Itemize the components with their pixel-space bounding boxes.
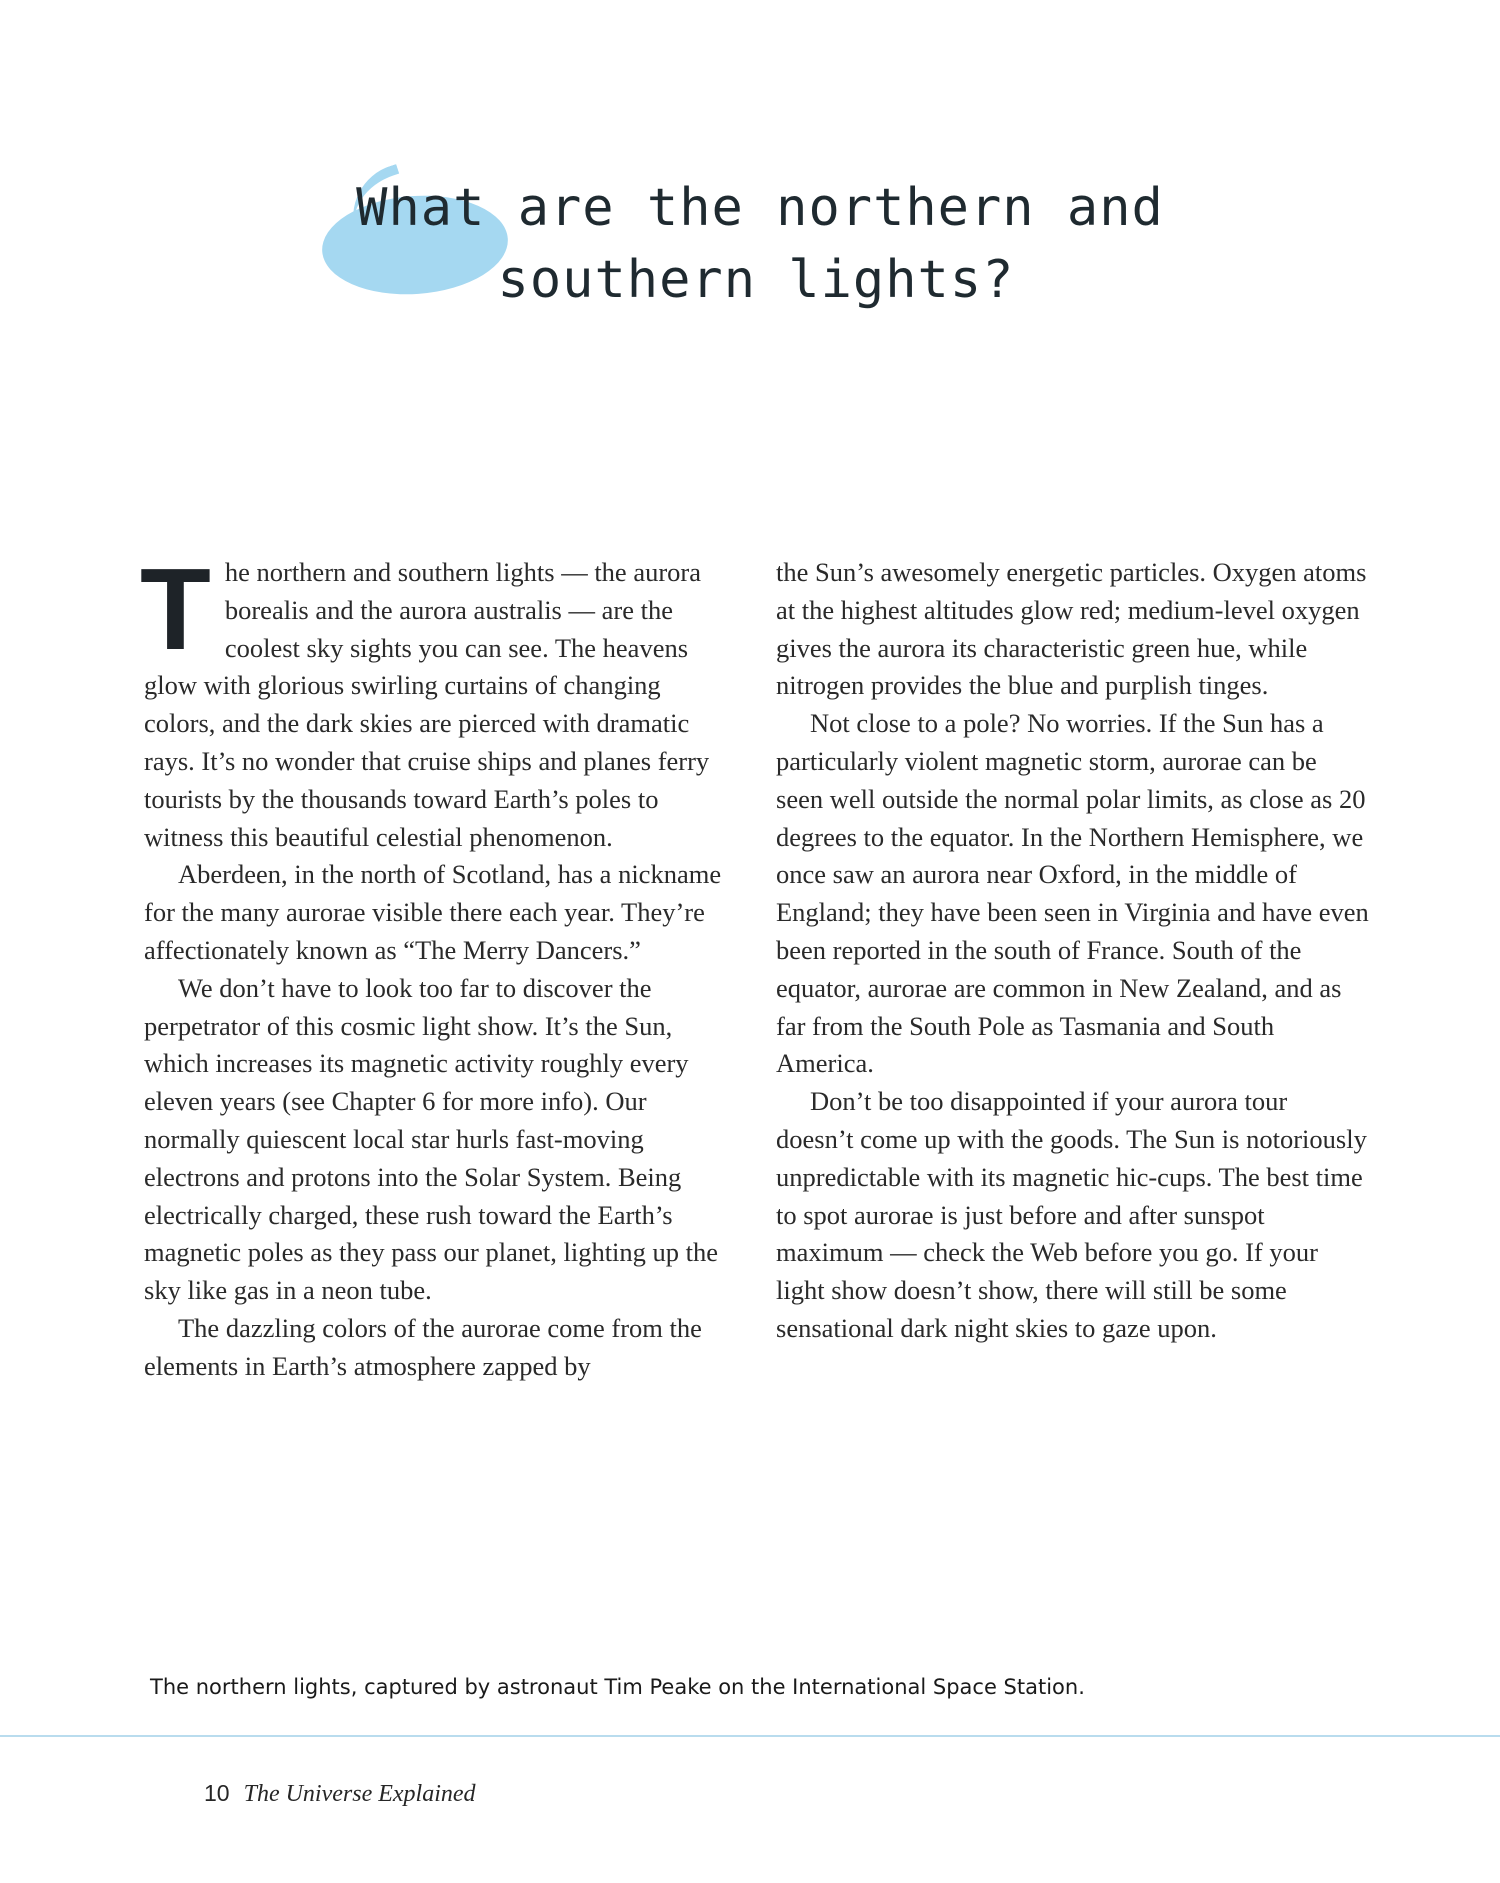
- paragraph: We don’t have to look too far to discover the perpetrator of this cosmic light show. It’s the Sun, which increases its magnetic activity roughly every eleven years (see Chapter 6 for more info). Our normally quiescent local star hurls fast-moving electrons and protons into the Solar System. Being electrically charged, these rush toward the Earth’s magnetic poles as they pass our planet, lighting up the sky like gas in a neon tube.: [144, 972, 719, 1306]
- paragraph: [140, 544, 728, 856]
- right-column: [776, 554, 1370, 1348]
- page-title-line-2: southern lights?: [497, 250, 1015, 310]
- left-column: [140, 544, 728, 1386]
- paragraph-text: he northern and southern lights — the aurora borealis and the aurora australis — are the coolest sky sights you can see. The heavens glow with glorious swirling curtains of changing colors, and the dark skies are pierced with dramatic rays. It’s no wonder that cruise ships and planes ferry tourists by the thousands toward Earth’s poles to witness this beautiful celestial phenomenon.: [144, 557, 710, 852]
- title-block: [0, 172, 1500, 316]
- page-title-line-1: What are the northern and: [356, 178, 1164, 238]
- paragraph: the Sun’s awesomely energetic particles. Oxygen atoms at the highest altitudes glow red; medium-level oxygen gives the aurora its characteristic green hue, while nitrogen provides the blue and purplish tinges.: [776, 557, 1367, 701]
- page-footer: [204, 1780, 476, 1808]
- page-title: [0, 172, 1500, 316]
- book-title: The Universe Explained: [243, 1781, 476, 1807]
- paragraph: Not close to a pole? No worries. If the Sun has a particularly violent magnetic storm, aurorae can be seen well outside the normal polar limits, as close as 20 degrees to the equator. In the Northern Hemisphere, we once saw an aurora near Oxford, in the middle of England; they have been seen in Virginia and have even been reported in the south of France. South of the equator, aurorae are common in New Zealand, and as far from the South Pole as Tasmania and South America.: [776, 708, 1369, 1079]
- paragraph: Don’t be too disappointed if your aurora tour doesn’t come up with the goods. The Sun is notoriously unpredictable with its magnetic hic-cups. The best time to spot aurorae is just before and after sunspot maximum — check the Web before you go. If your light show doesn’t show, there will still be some sensational dark night skies to gaze upon.: [776, 1086, 1367, 1343]
- paragraph: The dazzling colors of the aurorae come from the elements in Earth’s atmosphere zapped by: [144, 1312, 702, 1381]
- footer-divider: [0, 1735, 1500, 1737]
- paragraph: Aberdeen, in the north of Scotland, has a nickname for the many aurorae visible there each year. They’re affectionately known as “The Merry Dancers.”: [144, 859, 722, 965]
- photo-caption: The northern lights, captured by astronaut Tim Peake on the International Space Station.: [150, 1675, 1085, 1699]
- drop-cap: T: [140, 544, 211, 674]
- page-number: 10: [204, 1780, 230, 1806]
